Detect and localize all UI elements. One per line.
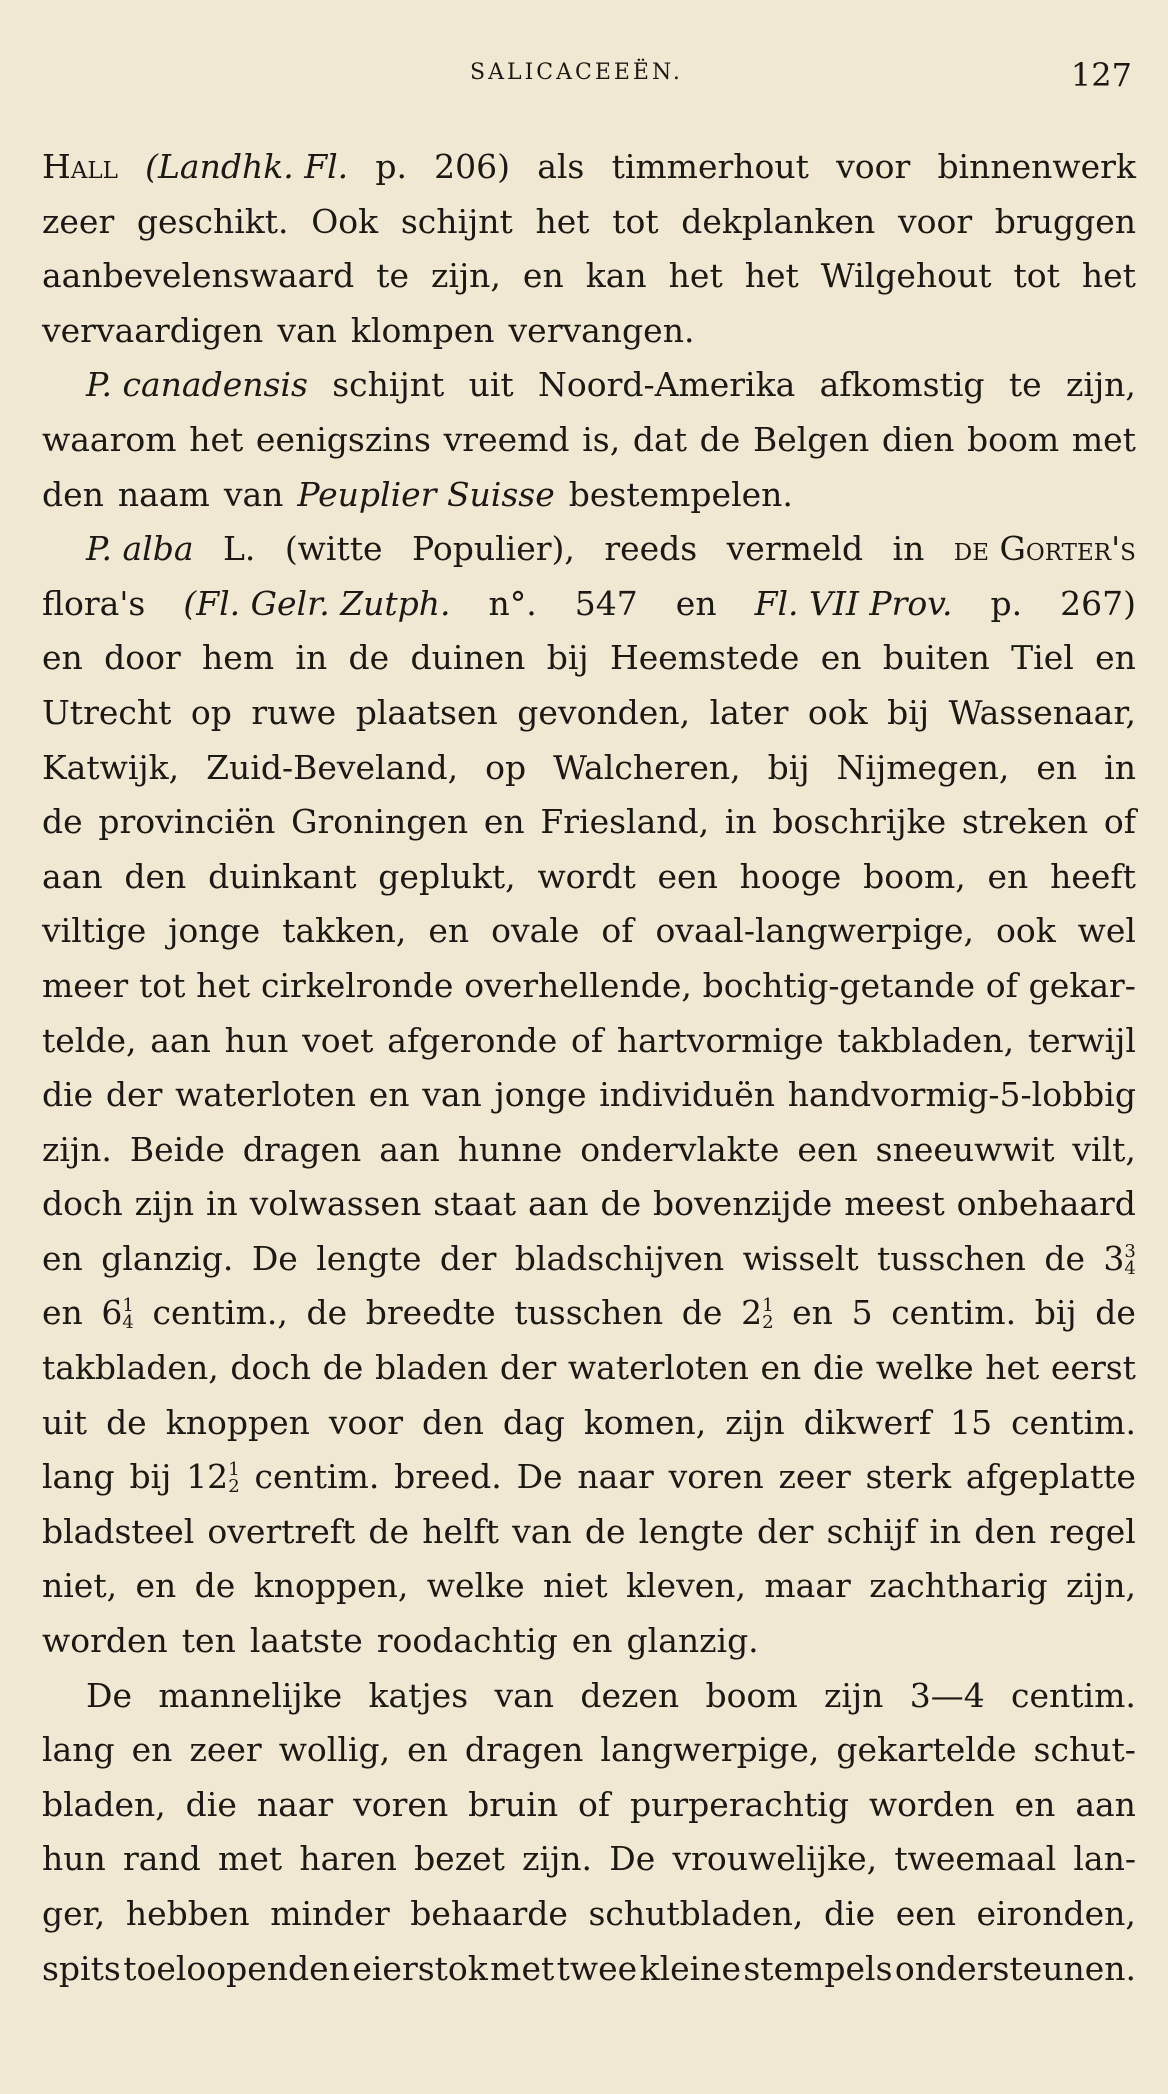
text-line: de provinciën Groningen en Friesland, in boschrijke streken of <box>42 802 1136 842</box>
text-line: P. canadensis schijnt uit Noord-Amerika afkomstig te zijn, <box>42 358 1136 413</box>
text-line: telde, aan hun voet afgeronde of hartvormige takbladen, terwijl <box>42 1020 1136 1060</box>
text-line: doch zijn in volwassen staat aan de bovenzijde meest onbehaard <box>42 1184 1136 1224</box>
fraction: 1 2 <box>762 1295 774 1334</box>
text-line: en door hem in de duinen bij Heemstede en buiten Tiel en <box>42 638 1136 678</box>
page-number: 127 <box>1070 56 1132 94</box>
text-line: Katwijk, Zuid-Beveland, op Walcheren, bij Nijmegen, en in <box>42 747 1136 787</box>
text-line: bladsteel overtreft de helft van de lengte der schijf in den regel <box>42 1511 1136 1551</box>
text-line: en 6 1 4 centim., de breedte tusschen de 2 1 2 en 5 centim. bij de <box>42 1293 1136 1334</box>
fraction: 1 4 <box>122 1295 134 1334</box>
text-line: takbladen, doch de bladen der waterloten en die welke het eerst <box>42 1348 1136 1388</box>
text-line: Hall (Landhk. Fl. p. 206) als timmerhout voor binnenwerk <box>42 140 1136 195</box>
text-line: uit de knoppen voor den dag komen, zijn dikwerf 15 centim. <box>42 1402 1136 1442</box>
fraction: 1 2 <box>228 1459 240 1498</box>
text-line: lang bij 12 1 2 centim. breed. De naar voren zeer sterk afgeplatte <box>42 1457 1136 1498</box>
species-name: P. canadensis <box>86 365 308 405</box>
species-name: P. alba <box>86 529 194 569</box>
citation: (Landhk. Fl. <box>145 147 349 186</box>
body-text <box>42 140 1136 1996</box>
text-line: zijn. Beide dragen aan hunne ondervlakte een sneeuwwit vilt, <box>42 1129 1136 1169</box>
text-line: en glanzig. De lengte der bladschijven wisselt tusschen de 3 3 4 <box>42 1238 1136 1279</box>
text-line: die der waterloten en van jonge individuën handvormig-5-lobbig <box>42 1075 1136 1115</box>
author-name: Hall <box>42 147 118 186</box>
fraction: 3 4 <box>1124 1240 1136 1279</box>
text-line: meer tot het cirkelronde overhellende, bochtig-getande of gekar- <box>42 965 1136 1005</box>
text-line: niet, en de knoppen, welke niet kleven, maar zachtharig zijn, <box>42 1566 1136 1606</box>
running-title: SALICACEEËN. <box>470 60 683 85</box>
text-line: aan den duinkant geplukt, wordt een hooge boom, en heeft <box>42 856 1136 896</box>
text-line: lang en zeer wollig, en dragen langwerpige, gekartelde schut- <box>42 1730 1136 1770</box>
citation: Fl. VII Prov. <box>754 583 953 623</box>
text-line: den naam van Peuplier Suisse bestempelen. <box>42 468 1136 523</box>
citation: (Fl. Gelr. Zutph. <box>183 583 451 623</box>
text-line: zeer geschikt. Ook schijnt het tot dekplanken voor bruggen <box>42 201 1136 241</box>
text-line: vervaardigen van klompen vervangen. <box>42 310 695 350</box>
text-line: spits toeloopenden eierstok met twee kleine stempels ondersteunen. <box>42 1948 1136 1988</box>
text-line: worden ten laatste roodachtig en glanzig. <box>42 1621 759 1661</box>
author-name: de Gorter's <box>953 529 1136 569</box>
vernacular-name: Peuplier Suisse <box>297 474 555 514</box>
text-line: De mannelijke katjes van dezen boom zijn 3—4 centim. <box>86 1675 1136 1715</box>
text-line: flora's (Fl. Gelr. Zutph. n°. 547 en Fl. VII Prov. p. 267) <box>42 577 1136 632</box>
text-line: bladen, die naar voren bruin of purperachtig worden en aan <box>42 1784 1136 1824</box>
text-line: hun rand met haren bezet zijn. De vrouwelijke, tweemaal lan- <box>42 1839 1136 1879</box>
text-line: P. alba L. (witte Populier), reeds vermeld in de Gorter's <box>42 522 1136 577</box>
text-line: ger, hebben minder behaarde schutbladen, die een eironden, <box>42 1894 1136 1933</box>
text-line: aanbevelenswaard te zijn, en kan het het Wilgehout tot het <box>42 256 1136 296</box>
text-line: waarom het eenigszins vreemd is, dat de Belgen dien boom met <box>42 419 1136 459</box>
text-line: Utrecht op ruwe plaatsen gevonden, later ook bij Wassenaar, <box>42 692 1136 732</box>
text-line: viltige jonge takken, en ovale of ovaal-langwerpige, ook wel <box>42 911 1136 951</box>
